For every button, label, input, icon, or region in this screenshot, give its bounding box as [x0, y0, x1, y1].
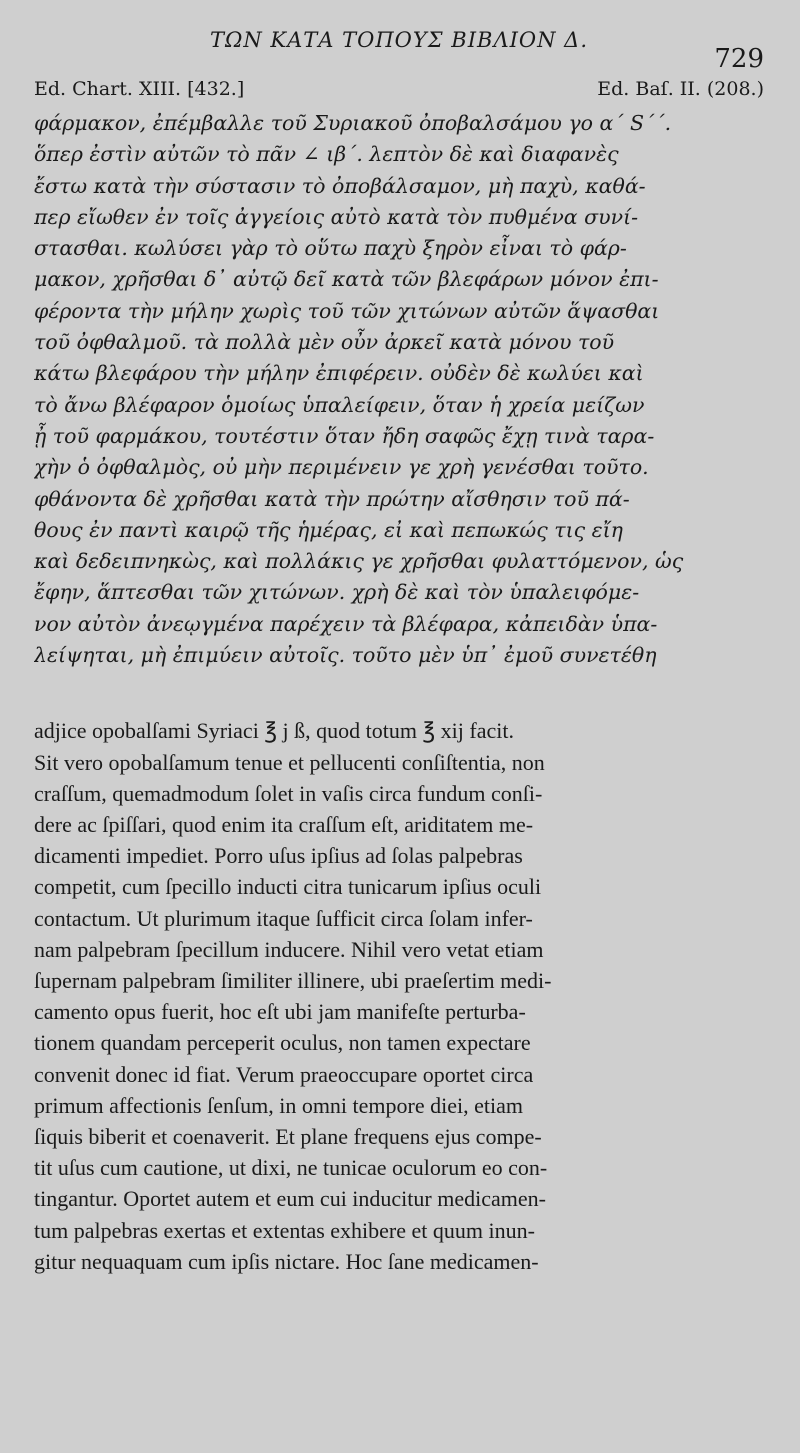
latin-text-line: dicamenti impediet. Porro uſus ipſius ad ſolas palpebras	[34, 843, 523, 869]
greek-text-line: φέροντα τὴν μήλην χωρὶς τοῦ τῶν χιτώνων αὐτῶν ἅψασθαι	[34, 298, 660, 323]
greek-text-line: στασθαι. κωλύσει γὰρ τὸ οὕτω παχὺ ξηρὸν εἶναι τὸ φάρ-	[34, 236, 627, 261]
greek-text-line: ᾖ τοῦ φαρμάκου, τουτέστιν ὅταν ἤδη σαφῶς ἔχῃ τινὰ ταρα-	[34, 423, 655, 448]
greek-text-line: κάτω βλεφάρου τὴν μήλην ἐπιφέρειν. οὐδὲν δὲ κωλύει καὶ	[34, 361, 644, 386]
latin-text-line: tum palpebras exertas et extentas exhibere et quum inun-	[34, 1217, 535, 1243]
latin-text-line: tit uſus cum cautione, ut dixi, ne tunicae oculorum eo con-	[34, 1155, 548, 1181]
greek-text-line: χὴν ὁ ὀφθαλμὸς, οὐ μὴν περιμένειν γε χρὴ γενέσθαι τοῦτο.	[34, 455, 649, 480]
latin-text-line: convenit donec id fiat. Verum praeoccupare oportet circa	[34, 1061, 534, 1087]
greek-text-line: τοῦ ὀφθαλμοῦ. τὰ πολλὰ μὲν οὖν ἀρκεῖ κατὰ μόνου τοῦ	[34, 330, 615, 355]
latin-text-line: competit, cum ſpecillo inducti citra tunicarum ipſius oculi	[34, 874, 542, 900]
greek-text-line: νον αὐτὸν ἀνεῳγμένα παρέχειν τὰ βλέφαρα, κἀπειδὰν ὑπα-	[34, 611, 658, 636]
page-number: 729	[714, 44, 764, 74]
latin-text-line: nam palpebram ſpecillum inducere. Nihil vero vetat etiam	[34, 936, 544, 962]
greek-text-line: τὸ ἄνω βλέφαρον ὁμοίως ὑπαλείφειν, ὅταν ἡ χρεία μείζων	[34, 392, 645, 417]
greek-text-line: περ εἴωθεν ἐν τοῖς ἀγγείοις αὐτὸ κατὰ τὸν πυθμένα συνί-	[34, 204, 639, 229]
edition-basel: Ed. Baſ. II. (208.)	[597, 78, 764, 100]
running-head	[34, 28, 764, 72]
greek-text-line: ἔφην, ἅπτεσθαι τῶν χιτώνων. χρὴ δὲ καὶ τὸν ὑπαλειφόμε-	[34, 580, 640, 605]
edition-line	[34, 78, 764, 108]
greek-text-line: λείψηται, μὴ ἐπιμύειν αὐτοῖς. τοῦτο μὲν ὑπ᾽ ἐμοῦ συνετέθη	[34, 643, 657, 668]
latin-text-line: Sit vero opobalſamum tenue et pellucenti conſiſtentia, non	[34, 749, 545, 775]
greek-text-line: μακον, χρῆσθαι δ᾽ αὐτῷ δεῖ κατὰ τῶν βλεφάρων μόνον ἐπι-	[34, 267, 659, 292]
edition-chartier: Ed. Chart. XIII. [432.]	[34, 78, 245, 100]
greek-text-line: ὅπερ ἐστὶν αὐτῶν τὸ πᾶν ∠ ιβ΄. λεπτὸν δὲ καὶ διαφανὲς	[34, 142, 619, 167]
latin-text-line: primum affectionis ſenſum, in omni tempore diei, etiam	[34, 1092, 523, 1118]
greek-text-block	[34, 108, 764, 671]
running-title: ΤΩΝ ΚΑΤΑ ΤΟΠΟΥΣ ΒΙΒΛΙΟΝ Δ.	[209, 28, 589, 52]
greek-text-line: φθάνοντα δὲ χρῆσθαι κατὰ τὴν πρώτην αἴσθησιν τοῦ πά-	[34, 486, 630, 511]
latin-text-line: ſupernam palpebram ſimiliter illinere, ubi praeſertim medi-	[34, 967, 552, 993]
latin-text-block	[34, 715, 764, 1277]
latin-text-line: contactum. Ut plurimum itaque ſufficit circa ſolam infer-	[34, 905, 533, 931]
latin-text-line: adjice opobalſami Syriaci ℥ j ß, quod totum ℥ xij facit.	[34, 718, 514, 744]
latin-text-line: gitur nequaquam cum ipſis nictare. Hoc ſane medicamen-	[34, 1248, 539, 1274]
latin-text-line: ſiquis biberit et coenaverit. Et plane frequens ejus compe-	[34, 1123, 542, 1149]
greek-text-line: θους ἐν παντὶ καιρῷ τῆς ἡμέρας, εἰ καὶ πεπωκώς τις εἴη	[34, 517, 623, 542]
latin-text-line: dere ac ſpiſſari, quod enim ita craſſum eſt, ariditatem me-	[34, 811, 534, 837]
latin-text-line: camento opus fuerit, hoc eſt ubi jam manifeſte perturba-	[34, 999, 526, 1025]
latin-text-line: tingantur. Oportet autem et eum cui inducitur medicamen-	[34, 1186, 546, 1212]
latin-text-line: craſſum, quemadmodum ſolet in vaſis circa fundum conſi-	[34, 780, 543, 806]
greek-text-line: φάρμακον, ἐπέμβαλλε τοῦ Συριακοῦ ὀποβαλσάμου γο α΄ S΄΄.	[34, 111, 672, 135]
greek-text-line: καὶ δεδειπνηκὼς, καὶ πολλάκις γε χρῆσθαι φυλαττόμενον, ὡς	[34, 549, 684, 574]
greek-text-line: ἔστω κατὰ τὴν σύστασιν τὸ ὀποβάλσαμον, μὴ παχὺ, καθά-	[34, 173, 646, 198]
latin-text-line: tionem quandam perceperit oculus, non tamen expectare	[34, 1030, 531, 1056]
